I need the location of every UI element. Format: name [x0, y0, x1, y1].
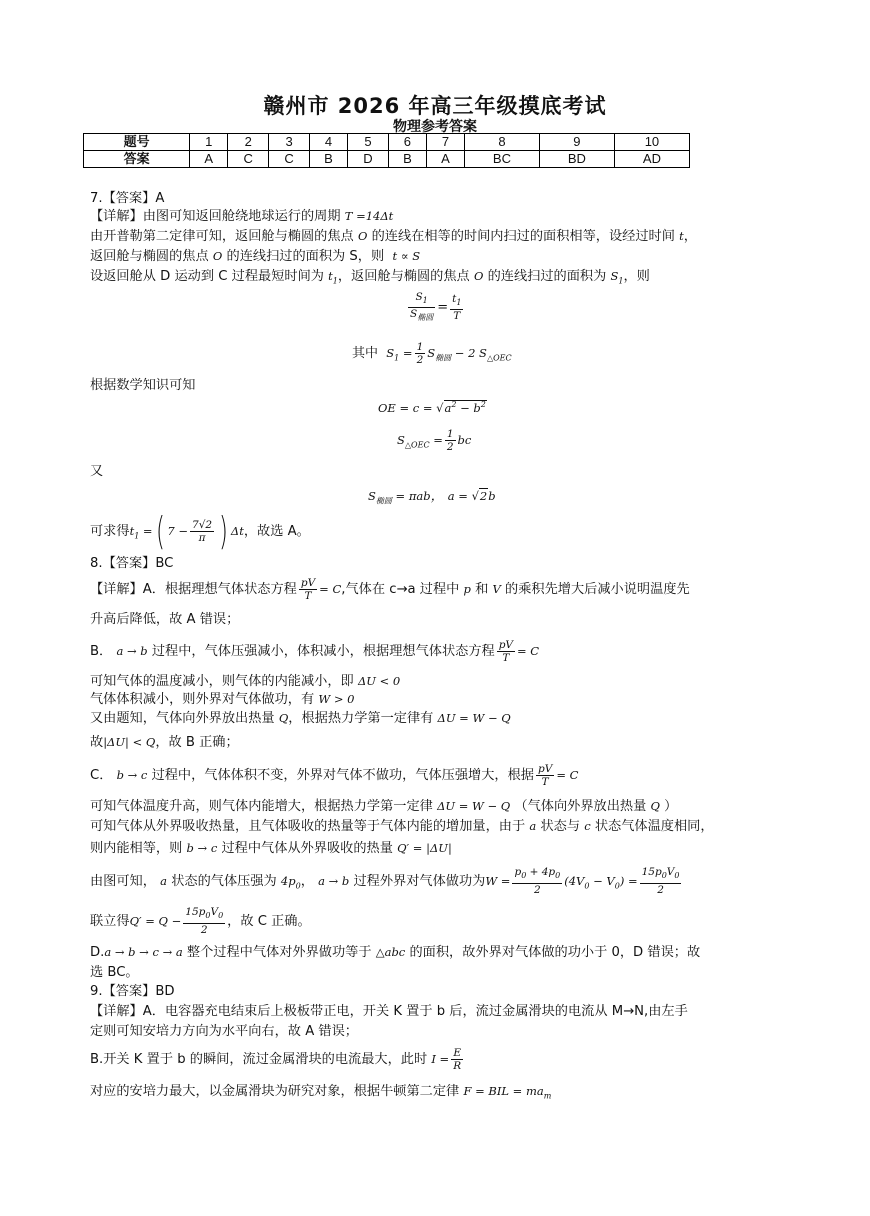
- q7-line-3: 返回舱与椭圆的焦点 O 的连线扫过的面积为 S，则 t ∝ S: [90, 249, 421, 264]
- q8-heading: 8.【答案】BC: [90, 556, 174, 571]
- question-cell: 5: [348, 134, 389, 151]
- answer-cell: AD: [614, 151, 689, 168]
- q7-oe-equation: OE = $c = √a^2 - b^2$: [378, 400, 486, 415]
- q9-a-line-1: 【详解】A．电容器充电结束后上极板带正电，开关 K 置于 b 后，流过金属滑块的电流从 M→N,由左手: [90, 1004, 688, 1019]
- q8-b-line-5: 故|ΔU| < Q，故 B 正确；: [90, 735, 239, 750]
- row-label-question: 题号: [84, 134, 190, 151]
- q9-a-line-2: 定则可知安培力方向为水平向右，故 A 错误；: [90, 1024, 358, 1039]
- page-subtitle: 物理参考答案: [393, 119, 477, 135]
- q8-b-line-1: B． a → b 过程中，气体压强减小，体积减小，根据理想气体状态方程 $\frac{pV}{T}$ = C: [90, 638, 540, 664]
- q7-line-6: 又: [90, 464, 104, 479]
- question-cell: 8: [464, 134, 539, 151]
- question-cell: 1: [190, 134, 228, 151]
- q7-line-2: 由开普勒第二定律可知，返回舱与椭圆的焦点 O 的连线在相等的时间内扫过的面积相等，设经过时间 t，: [90, 229, 697, 244]
- q7-line-7: 可求得$t_1$ =( 7 − $\frac{7√2}{\pi}$ ) Δt，故选 A。: [90, 509, 310, 553]
- q7-ratio-equation: $\frac{S_1}{S_{椭圆}}$ = $\frac{t_1}{T}$: [410, 291, 462, 323]
- question-cell: 9: [539, 134, 614, 151]
- question-cell: 10: [614, 134, 689, 151]
- q8-c-line-4: 则内能相等，则 b → c 过程中气体从外界吸收的热量 Q′ = |ΔU|: [90, 841, 452, 856]
- q8-a-line-1: 【详解】A．根据理想气体状态方程 $\frac{pV}{T}$ = C,气体在 c→a 过程中 p 和 V 的乘积先增大后减小说明温度先: [90, 576, 690, 602]
- answer-cell: D: [348, 151, 389, 168]
- answer-row: [84, 151, 690, 168]
- q8-d-line-1: D.a → b → c → a 整个过程中气体对外界做功等于 △abc 的面积，故外界对气体做的功小于 0，D 错误；故: [90, 945, 701, 960]
- q9-b-line-1: B.开关 K 置于 b 的瞬间，流过金属滑块的电流最大，此时 I = $\frac{E}{R}$: [90, 1046, 462, 1072]
- q9-b-line-2: 对应的安培力最大，以金属滑块为研究对象，根据牛顿第二定律 F = BIL = $ma_m$: [90, 1084, 552, 1101]
- q7-heading: 7.【答案】A: [90, 191, 165, 206]
- q7-line-1: 【详解】由图可知返回舱绕地球运行的周期 T =14Δt: [90, 209, 394, 224]
- q9-heading: 9.【答案】BD: [90, 984, 175, 999]
- q8-b-line-4: 又由题知，气体向外界放出热量 Q，根据热力学第一定律有 ΔU = W − Q: [90, 711, 511, 726]
- q8-a-line-2: 升高后降低，故 A 错误；: [90, 612, 240, 627]
- question-cell: 7: [426, 134, 464, 151]
- answer-cell: BC: [464, 151, 539, 168]
- q7-triangle-equation: $S_{\triangle OEC}$ = $\frac{1}{2}$ bc: [397, 428, 472, 453]
- answer-cell: B: [310, 151, 348, 168]
- q8-c-line-5: 由图可知， a 状态的气体压强为 $4p_0$， a → b 过程外界对气体做功为W = $\frac{p_0 + 4p_0}{2}$ $(4V_0 - V_0)$ = $\frac{15p_0V_0}{2}$: [90, 866, 680, 896]
- q8-c-line-3: 可知气体从外界吸收热量，且气体吸收的热量等于气体内能的增加量，由于 a 状态与 c 状态气体温度相同，: [90, 819, 714, 834]
- answer-cell: A: [426, 151, 464, 168]
- q8-c-line-1: C． b → c 过程中，气体体积不变，外界对气体不做功，气体压强增大，根据 $\frac{pV}{T}$ = C: [90, 762, 579, 788]
- row-label-answer: 答案: [84, 151, 190, 168]
- q8-b-line-3: 气体体积减小，则外界对气体做功，有 W > 0: [90, 692, 355, 707]
- q8-b-line-2: 可知气体的温度减小，则气体的内能减小，即 ΔU < 0: [90, 674, 401, 689]
- page-title: 赣州市 2026 年高三年级摸底考试: [263, 94, 607, 118]
- q8-c-line-6: 联立得Q′ = Q − $\frac{15p_0V_0}{2}$ ，故 C 正确。: [90, 906, 311, 936]
- answer-cell: BD: [539, 151, 614, 168]
- question-cell: 3: [269, 134, 310, 151]
- q7-area-equation: 其中 $S_1$ = $\frac{1}{2}$ $S_{椭圆} - 2$ $S_{\triangle OEC}$: [352, 341, 512, 366]
- q7-line-4: 设返回舱从 D 运动到 C 过程最短时间为 $t_1$，返回舱与椭圆的焦点 O 的连线扫过的面积为 $S_1$，则: [90, 269, 650, 286]
- answer-cell: B: [388, 151, 426, 168]
- question-cell: 2: [228, 134, 269, 151]
- q7-ellipse-equation: $S_{椭圆} = \pi ab$， a = √2b: [368, 489, 496, 506]
- q8-d-line-2: 选 BC。: [90, 965, 139, 980]
- question-cell: 6: [388, 134, 426, 151]
- q8-c-line-2: 可知气体温度升高，则气体内能增大，根据热力学第一定律 ΔU = W − Q （气体向外界放出热量 Q ）: [90, 799, 678, 814]
- answer-cell: A: [190, 151, 228, 168]
- answer-cell: C: [228, 151, 269, 168]
- question-number-row: [84, 134, 690, 151]
- q7-line-5: 根据数学知识可知: [90, 378, 196, 393]
- question-cell: 4: [310, 134, 348, 151]
- answer-cell: C: [269, 151, 310, 168]
- answer-table: [83, 133, 690, 168]
